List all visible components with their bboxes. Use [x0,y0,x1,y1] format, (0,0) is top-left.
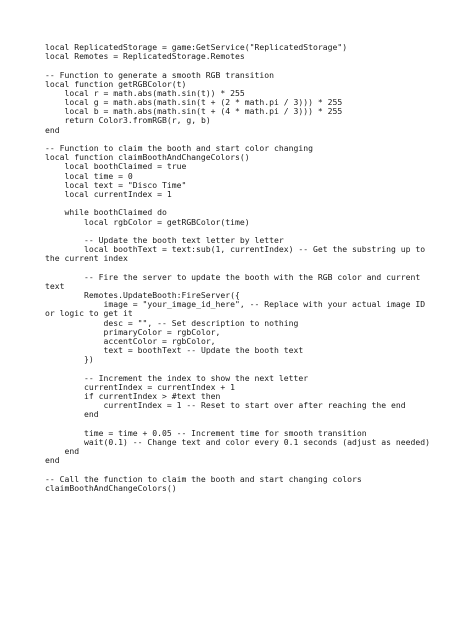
code-line: local currentIndex = 1 [45,188,172,199]
code-line: local b = math.abs(math.sin(t + (4 * math.pi / 3))) * 255 [45,106,343,117]
code-line: end [45,409,99,420]
code-line: local time = 0 [45,170,133,181]
code-line: return Color3.fromRGB(r, g, b) [45,115,211,126]
code-line: text = boothText -- Update the booth text [45,345,304,356]
code-line: local Remotes = ReplicatedStorage.Remotes [45,51,245,62]
code-line: end [45,455,60,466]
code-line: local text = "Disco Time" [45,179,187,190]
code-line: if currentIndex > #text then [45,391,221,402]
code-line: local rgbColor = getRGBColor(time) [45,216,250,227]
code-line: }) [45,354,94,365]
code-line: local ReplicatedStorage = game:GetService("ReplicatedStorage") [45,42,348,52]
code-line: image = "your_image_id_here", -- Replace with your actual image ID or logic to get it [45,299,430,319]
code-line: Remotes.UpdateBooth:FireServer({ [45,289,240,300]
code-line: claimBoothAndChangeColors() [45,482,177,493]
code-line: currentIndex = currentIndex + 1 [45,381,236,392]
code-line: wait(0.1) -- Change text and color every 0.1 seconds (adjust as needed) [45,436,430,447]
code-line: -- Increment the index to show the next letter [45,372,309,383]
code-line: local function claimBoothAndChangeColors() [45,152,250,163]
code-line: accentColor = rgbColor, [45,335,216,346]
code-line: -- Fire the server to update the booth with the RGB color and current text [45,271,426,291]
code-line: -- Function to generate a smooth RGB transition [45,69,275,80]
code-line: local boothText = text:sub(1, currentIndex) -- Get the substring up to the current index [45,244,430,264]
code-line: while boothClaimed do [45,207,167,218]
code-line: end [45,124,60,135]
code-line: local g = math.abs(math.sin(t + (2 * math.pi / 3))) * 255 [45,97,343,108]
code-line: local boothClaimed = true [45,161,187,172]
code-line: local r = math.abs(math.sin(t)) * 255 [45,87,245,98]
code-line: currentIndex = 1 -- Reset to start over after reaching the end [45,400,406,411]
code-line: local function getRGBColor(t) [45,78,187,89]
code-line: -- Function to claim the booth and start color changing [45,143,314,154]
code-line: -- Call the function to claim the booth and start changing colors [45,473,362,484]
code-line: time = time + 0.05 -- Increment time for smooth transition [45,427,367,438]
code-block [45,43,437,493]
code-line: end [45,446,80,457]
code-line: primaryColor = rgbColor, [45,326,221,337]
code-line: desc = "", -- Set description to nothing [45,317,299,328]
code-line: -- Update the booth text letter by letter [45,234,284,245]
